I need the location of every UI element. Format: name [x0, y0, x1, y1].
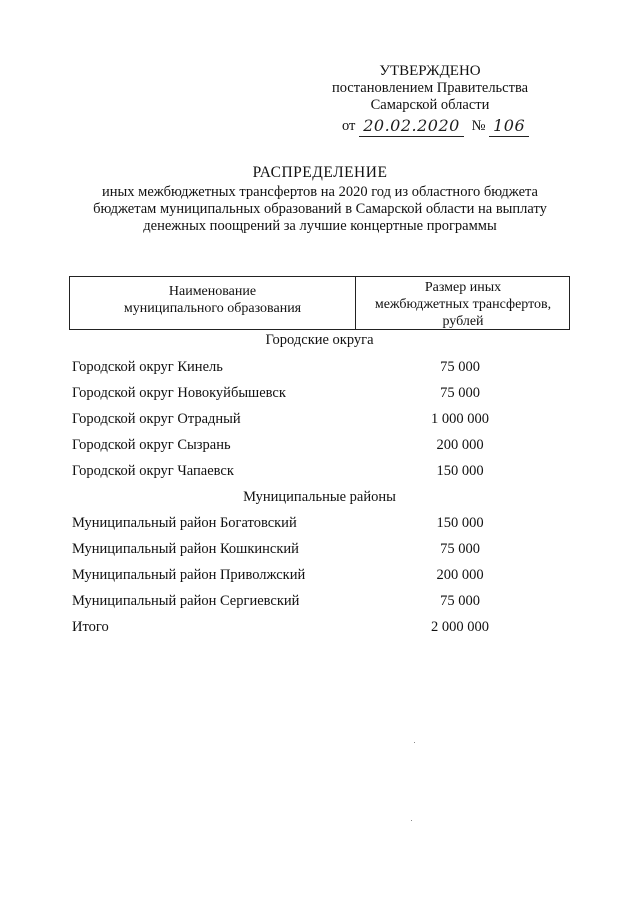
table-header: [69, 276, 570, 330]
header-amount: [356, 279, 570, 330]
table-row-name: Муниципальный район Богатовский: [72, 515, 297, 531]
document-subtitle-3: денежных поощрений за лучшие концертные программы: [143, 218, 497, 234]
table-row-amount: 75 000: [440, 385, 480, 401]
number-label: №: [471, 118, 486, 134]
table-row-name: Городской округ Кинель: [72, 359, 223, 375]
table-row-amount: 75 000: [440, 541, 480, 557]
table-row-amount: 150 000: [436, 515, 484, 531]
header-name-line-2: муниципального образования: [123, 301, 302, 316]
header-amount-line-2: межбюджетных трансфертов,: [374, 297, 552, 312]
table-row-amount: 200 000: [436, 567, 484, 583]
table-row-name: Городской округ Чапаевск: [72, 463, 234, 479]
approval-line-2: Самарской области: [370, 97, 490, 113]
table-row-name: Муниципальный район Приволжский: [72, 567, 306, 583]
handwritten-date: 20.02.2020: [363, 116, 460, 135]
approved-stamp: УТВЕРЖДЕНО: [379, 63, 481, 79]
document-title: РАСПРЕДЕЛЕНИЕ: [252, 164, 388, 181]
document-subtitle-2: бюджетам муниципальных образований в Самарской области на выплату: [93, 201, 547, 217]
scan-speck: [411, 820, 412, 821]
table-row-name: Городской округ Отрадный: [72, 411, 241, 427]
table-row-amount: 75 000: [440, 359, 480, 375]
table-row-name: Муниципальный район Кошкинский: [72, 541, 299, 557]
table-row-amount: 1 000 000: [431, 411, 489, 427]
total-amount: 2 000 000: [431, 619, 489, 635]
from-label: от: [342, 118, 356, 134]
table-row-name: Городской округ Сызрань: [72, 437, 231, 453]
table-row-name: Городской округ Новокуйбышевск: [72, 385, 286, 401]
total-label: Итого: [72, 619, 109, 635]
table-row-amount: 150 000: [436, 463, 484, 479]
document-subtitle-1: иных межбюджетных трансфертов на 2020 год из областного бюджета: [102, 184, 538, 200]
scan-speck: [414, 742, 415, 743]
header-name: [70, 283, 355, 317]
section-title-municipal-districts: Муниципальные районы: [243, 489, 396, 505]
header-amount-line-3: рублей: [442, 314, 484, 329]
handwritten-number: 106: [493, 116, 526, 135]
table-row-amount: 75 000: [440, 593, 480, 609]
date-field: [359, 116, 464, 137]
header-name-line-1: Наименование: [168, 284, 257, 299]
number-field: [489, 116, 529, 137]
table-row-name: Муниципальный район Сергиевский: [72, 593, 300, 609]
section-title-city-districts: Городские округа: [265, 332, 374, 348]
approval-line-1: постановлением Правительства: [331, 80, 529, 96]
header-amount-line-1: Размер иных: [424, 280, 502, 295]
table-row-amount: 200 000: [436, 437, 484, 453]
approval-date-line: [342, 115, 529, 136]
